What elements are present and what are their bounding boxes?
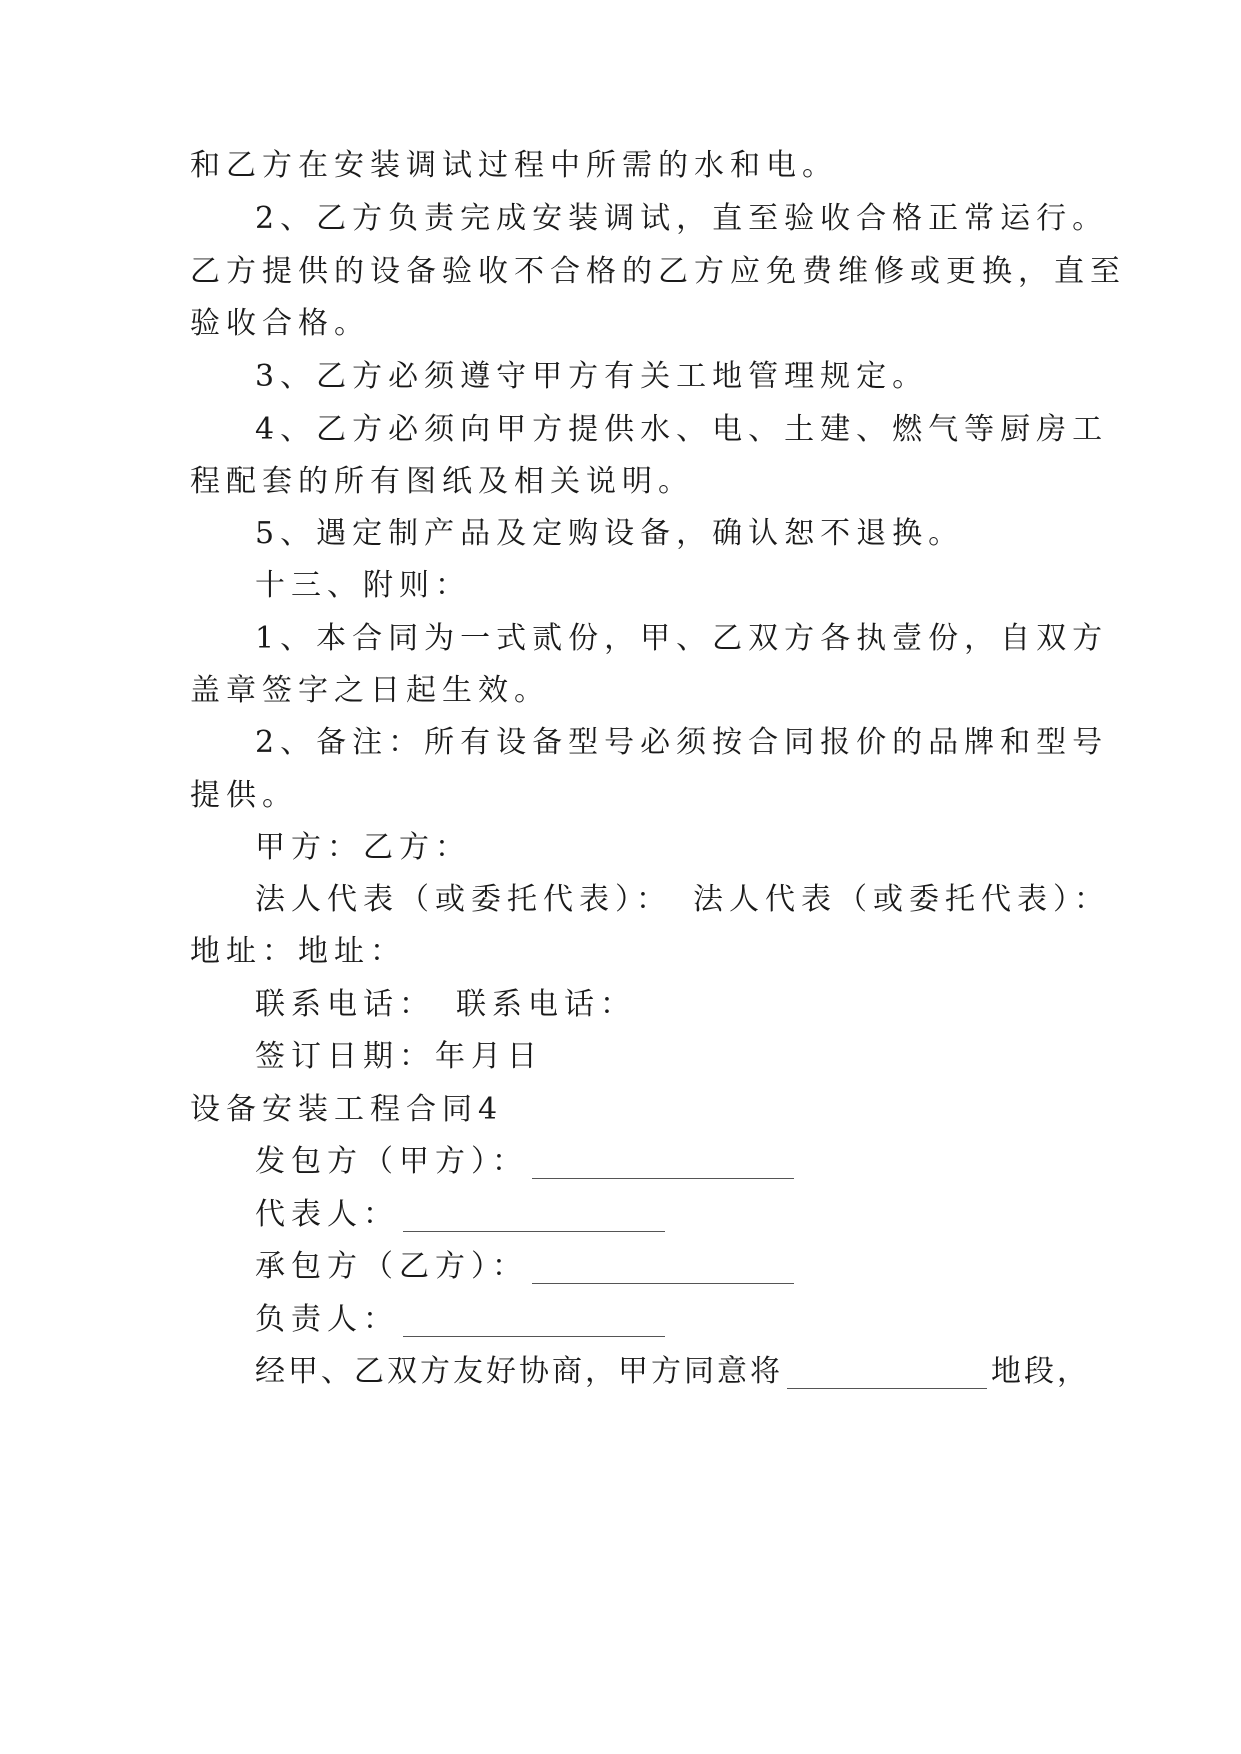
- field-label: 发包方（甲方）：: [255, 1144, 528, 1179]
- paragraph-text: 经甲、乙双方友好协商，甲方同意将: [255, 1354, 783, 1389]
- paragraph-line: 提供。: [190, 778, 298, 813]
- field-label: 负责人：: [255, 1302, 399, 1337]
- paragraph-line: 2、备注：所有设备型号必须按合同报价的品牌和型号: [255, 725, 1109, 760]
- paragraph-line-agreement: [255, 1343, 1090, 1401]
- section-heading: 十三、附则：: [255, 568, 471, 603]
- signature-representative-line: 法人代表（或委托代表）： 法人代表（或委托代表）：: [255, 882, 1110, 917]
- paragraph-line: 5、遇定制产品及定购设备，确认恕不退换。: [255, 516, 965, 551]
- paragraph-line: 盖章签字之日起生效。: [190, 673, 550, 708]
- fill-in-blank: [532, 1253, 794, 1284]
- field-row-contracting-party-a: [255, 1133, 1070, 1191]
- fill-in-blank: [403, 1201, 665, 1232]
- paragraph-line: 1、本合同为一式贰份，甲、乙双方各执壹份，自双方: [255, 621, 1109, 656]
- paragraph-line: 乙方提供的设备验收不合格的乙方应免费维修或更换，直至: [190, 254, 1126, 289]
- field-row-contractor-party-b: [255, 1238, 1070, 1296]
- paragraph-line: 验收合格。: [190, 306, 370, 341]
- signature-date-line: 签订日期：年月日: [255, 1039, 543, 1074]
- field-row-person-in-charge: [255, 1291, 1070, 1349]
- field-label: 承包方（乙方）：: [255, 1249, 528, 1284]
- contract-title: 设备安装工程合同4: [190, 1092, 504, 1127]
- field-row-representative: [255, 1186, 1070, 1244]
- paragraph-line: 2、乙方负责完成安装调试，直至验收合格正常运行。: [255, 201, 1109, 236]
- signature-phone-line: 联系电话： 联系电话：: [255, 987, 636, 1022]
- paragraph-line: 3、乙方必须遵守甲方有关工地管理规定。: [255, 359, 929, 394]
- paragraph-line: 和乙方在安装调试过程中所需的水和电。: [190, 148, 838, 183]
- fill-in-blank: [787, 1358, 987, 1389]
- field-label: 代表人：: [255, 1197, 399, 1232]
- signature-address-line: 地址：地址：: [190, 934, 406, 969]
- fill-in-blank: [403, 1306, 665, 1337]
- fill-in-blank: [532, 1148, 794, 1179]
- paragraph-text: 地段，: [991, 1354, 1090, 1389]
- paragraph-line: 4、乙方必须向甲方提供水、电、土建、燃气等厨房工: [255, 412, 1109, 447]
- signature-party-line: 甲方：乙方：: [255, 830, 471, 865]
- paragraph-line: 程配套的所有图纸及相关说明。: [190, 464, 694, 499]
